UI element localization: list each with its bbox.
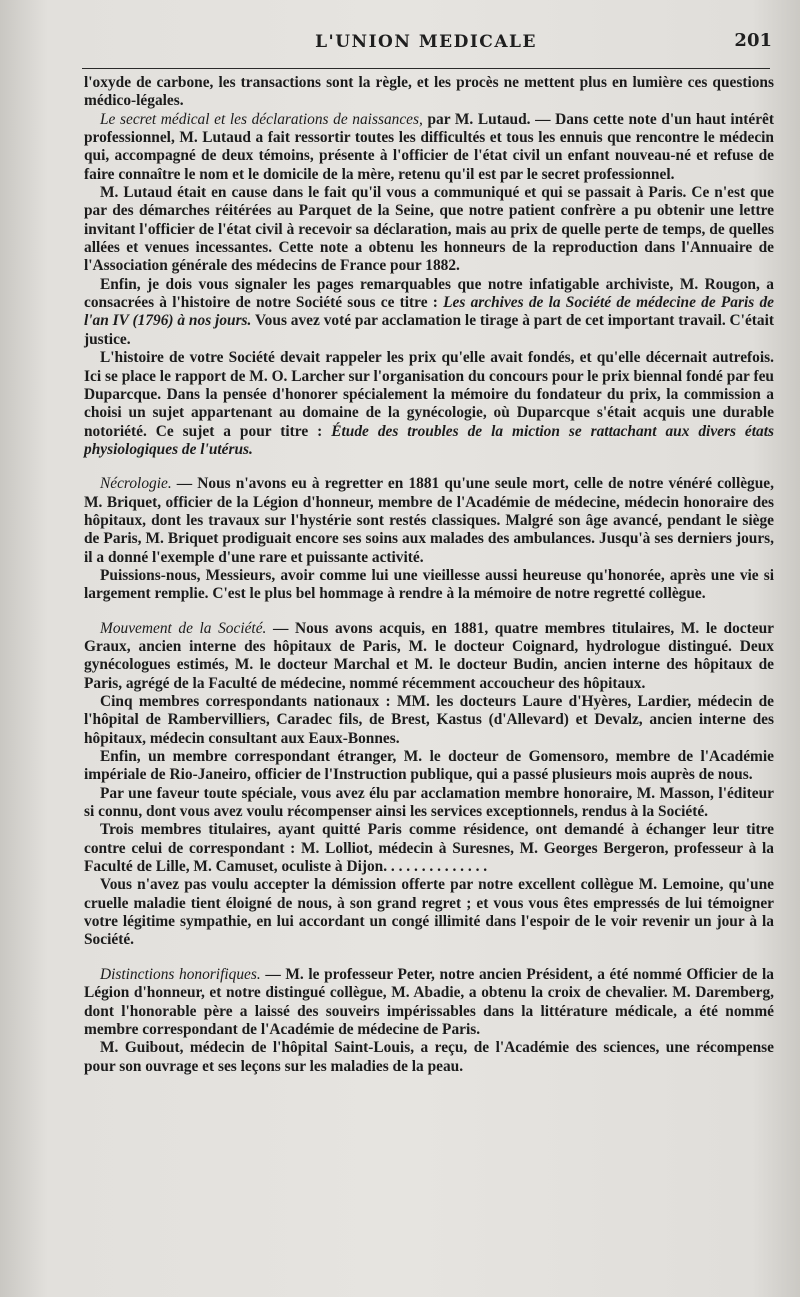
section-title-secret-medical: Le secret médical et les déclarations de naissances, (100, 110, 423, 128)
paragraph-archives-rougon: Enfin, je dois vous signaler les pages remarquables que notre infatigable archiviste, M. Rougon, a consacrées à l'histoire de notre Société sous ce titre : Les archives de la Société de médecine de Paris de l'an IV (1796) à nos jours. Vous avez voté par acclamation le tirage à part de cet important travail. C'était justice. (84, 275, 774, 348)
paragraph-masson: Par une faveur toute spéciale, vous avez élu par acclamation membre honoraire, M. Masson, l'éditeur si connu, dont vous avez voulu récompenser ainsi les services exceptionnels, rendus à la Société. (84, 784, 774, 821)
section-title-necrologie: Nécrologie. (100, 475, 172, 493)
paragraph-membre-etranger: Enfin, un membre correspondant étranger, M. le docteur de Gomensoro, membre de l'Académie impériale de Rio-Janeiro, officier de l'Instruction publique, qui a passé plusieurs mois auprès de nous. (84, 748, 774, 784)
paragraph-lutaud-affaire: M. Lutaud était en cause dans le fait qu'il vous a communiqué et qui se passait à Paris. Ce n'est que par des démarches réitérées au Parquet de la Seine, que notre patient confrère a pu obtenir une lettre invitant l'officier de l'état civil à recevoir sa déclaration, mais au prix de quelle perte de temps, de quelles allées et venues incessantes. Cette note a obtenu les honneurs de la reproduction dans l'Annuaire de l'Association générale des médecins de France pour 1882. (84, 184, 774, 275)
paragraph-mouvement-societe: Mouvement de la Société. — Nous avons acquis, en 1881, quatre membres titulaires, M. le docteur Graux, ancien interne des hôpitaux de Paris, M. le docteur Coignard, hydrologue distingué. Deux gynécologues estimés, M. le docteur Marchal et M. le docteur Budin, ancien interne des hôpitaux de Paris, agrégé de la Faculté de médecine, nommé récemment accoucheur des hôpitaux. (84, 619, 774, 692)
paragraph-puissions-nous: Puissions-nous, Messieurs, avoir comme lui une vieillesse aussi heureuse qu'honorée, après une vie si largement remplie. C'est le plus bel hommage à rendre à la mémoire de notre regretté collègue. (84, 566, 774, 603)
paragraph-prix-duparcque: L'histoire de votre Société devait rappeler les prix qu'elle avait fondés, et qu'elle décernait autrefois. Ici se place le rapport de M. O. Larcher sur l'organisation du concours pour le prix biennal fondé par feu Duparcque. Dans la pensée d'honorer spécialement la mémoire du fondateur du prix, la commission a choisi un sujet appartenant au domaine de la gynécologie, où Duparcque s'était acquis une durable notoriété. Ce sujet a pour titre : Étude des troubles de la miction se rattachant aux divers états physiologiques de l'utérus. (84, 349, 774, 458)
paragraph-oxyde-de-carbone: l'oxyde de carbone, les transactions sont la règle, et les procès ne mettent plus en lumière ces questions médico-légales. (84, 74, 774, 110)
header-rule (82, 68, 770, 69)
page-number: 201 (734, 30, 772, 51)
running-title: L'UNION MEDICALE (315, 32, 537, 52)
section-title-mouvement: Mouvement de la Société. (100, 619, 267, 637)
work-title-etude: Étude des troubles de la miction se rattachant aux divers états physiologiques de l'utérus. (84, 422, 774, 458)
paragraph-distinctions: Distinctions honorifiques. — M. le professeur Peter, notre ancien Président, a été nommé Officier de la Légion d'honneur, et notre distingué collègue, M. Abadie, a obtenu la croix de chevalier. M. Daremberg, dont l'honorable père a laissé des souveirs impérissables dans la littérature médicale, a été nommé membre correspondant de l'Académie de médecine de Paris. (84, 965, 774, 1038)
paragraph-trois-membres: Trois membres titulaires, ayant quitté Paris comme résidence, ont demandé à échanger leur titre contre celui de correspondant : M. Lolliot, médecin à Suresnes, M. Georges Bergeron, professeur à la Faculté de Lille, M. Camuset, oculiste à Dijon. . . . . . . . . . . . . . (84, 821, 774, 876)
work-title-archives: Les archives de la Société de médecine de Paris de l'an IV (1796) à nos jours. (84, 294, 774, 330)
paragraph-lemoine: Vous n'avez pas voulu accepter la démission offerte par notre excellent collègue M. Lemoine, qu'une cruelle maladie tient éloigné de nous, à son grand regret ; et vous vous êtes empressés de lui témoigner votre légitime sympathie, en lui accordant un congé illimité dans l'espoir de le voir revenir un jour à la Société. (84, 876, 774, 949)
body-text (84, 74, 774, 1076)
paragraph-necrologie: Nécrologie. — Nous n'avons eu à regretter en 1881 qu'une seule mort, celle de notre vénéré collègue, M. Briquet, officier de la Légion d'honneur, membre de l'Académie de médecine, médecin honoraire des hôpitaux, dont les travaux sur l'hystérie sont restés classiques. Malgré son âge avancé, pendant le siège de Paris, M. Briquet prodiguait encore ses soins aux malades des ambulances. Jusqu'à ses derniers jours, il a donné l'exemple d'une rare et puissante activité. (84, 475, 774, 566)
paragraph-membres-correspondants: Cinq membres correspondants nationaux : MM. les docteurs Laure d'Hyères, Lardier, médecin de l'hôpital de Rambervilliers, Caradec fils, de Brest, Kastus (d'Allevard) et Devalz, ancien interne des hôpitaux, médecin consultant aux Eaux-Bonnes. (84, 693, 774, 747)
section-title-distinctions: Distinctions honorifiques. (100, 965, 261, 983)
paragraph-secret-medical: Le secret médical et les déclarations de naissances, par M. Lutaud. — Dans cette note d'un haut intérêt professionnel, M. Lutaud a fait ressortir toutes les difficultés et tous les ennuis que rencontre le médecin qui, accompagné de deux témoins, présente à l'officier de l'état civil un enfant nouveau-né et refuse de faire connaître le nom et le domicile de la mère, retenu qu'il est par le secret professionnel. (84, 110, 775, 183)
paragraph-guibout: M. Guibout, médecin de l'hôpital Saint-Louis, a reçu, de l'Académie des sciences, une récompense pour son ouvrage et ses leçons sur les maladies de la peau. (84, 1039, 774, 1075)
page-header (80, 30, 772, 60)
